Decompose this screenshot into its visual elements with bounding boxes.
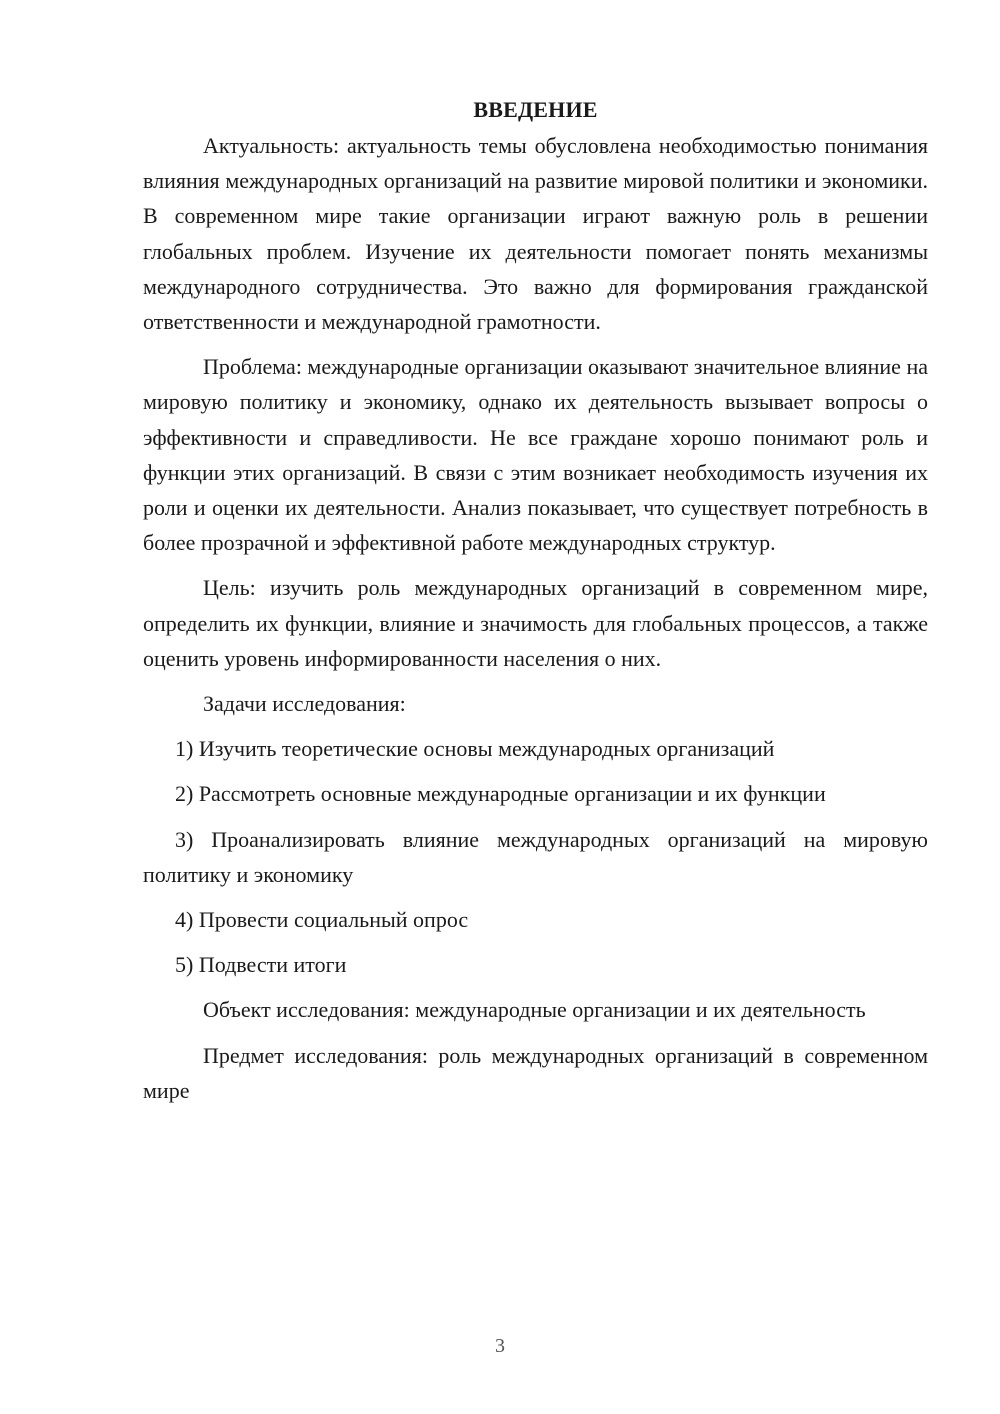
tasks-heading: Задачи исследования: [203, 691, 406, 717]
tasks-list [143, 731, 928, 982]
paragraph-goal: Цель: изучить роль международных организаций в современном мире, определить их функции, влияние и значимость для глобальных процессов, а также оценить уровень информированности населения о них. [143, 575, 928, 671]
list-item: 1) Изучить теоретические основы международных организаций [175, 736, 775, 762]
paragraph-relevance: Актуальность: актуальность темы обусловлена необходимостью понимания влияния международных организаций на развитие мировой политики и экономики. В современном мире такие организации играют важную роль в решении глобальных проблем. Изучение их деятельности помогает понять механизмы международного сотрудничества. Это важно для формирования гражданской ответственности и международной грамотности. [143, 133, 928, 335]
paragraph-object: Объект исследования: международные организации и их деятельность [203, 997, 866, 1023]
paragraph-problem: Проблема: международные организации оказывают значительное влияние на мировую политику и экономику, однако их деятельность вызывает вопросы о эффективности и справедливости. Не все граждане хорошо понимают роль и функции этих организаций. В связи с этим возникает необходимость изучения их роли и оценки их деятельности. Анализ показывает, что существует потребность в более прозрачной и эффективной работе международных структур. [143, 354, 928, 556]
document-page [143, 92, 928, 1118]
paragraph-subject: Предмет исследования: роль международных организаций в современном мире [143, 1042, 928, 1103]
list-item: 2) Рассмотреть основные международные организации и их функции [175, 781, 826, 807]
list-item: 4) Провести социальный опрос [175, 907, 469, 933]
list-item: 3) Проанализировать влияние международных организаций на мировую политику и экономику [143, 826, 928, 887]
page-title: ВВЕДЕНИЕ [473, 97, 598, 122]
list-item: 5) Подвести итоги [175, 952, 347, 978]
page-number: 3 [495, 1335, 505, 1357]
